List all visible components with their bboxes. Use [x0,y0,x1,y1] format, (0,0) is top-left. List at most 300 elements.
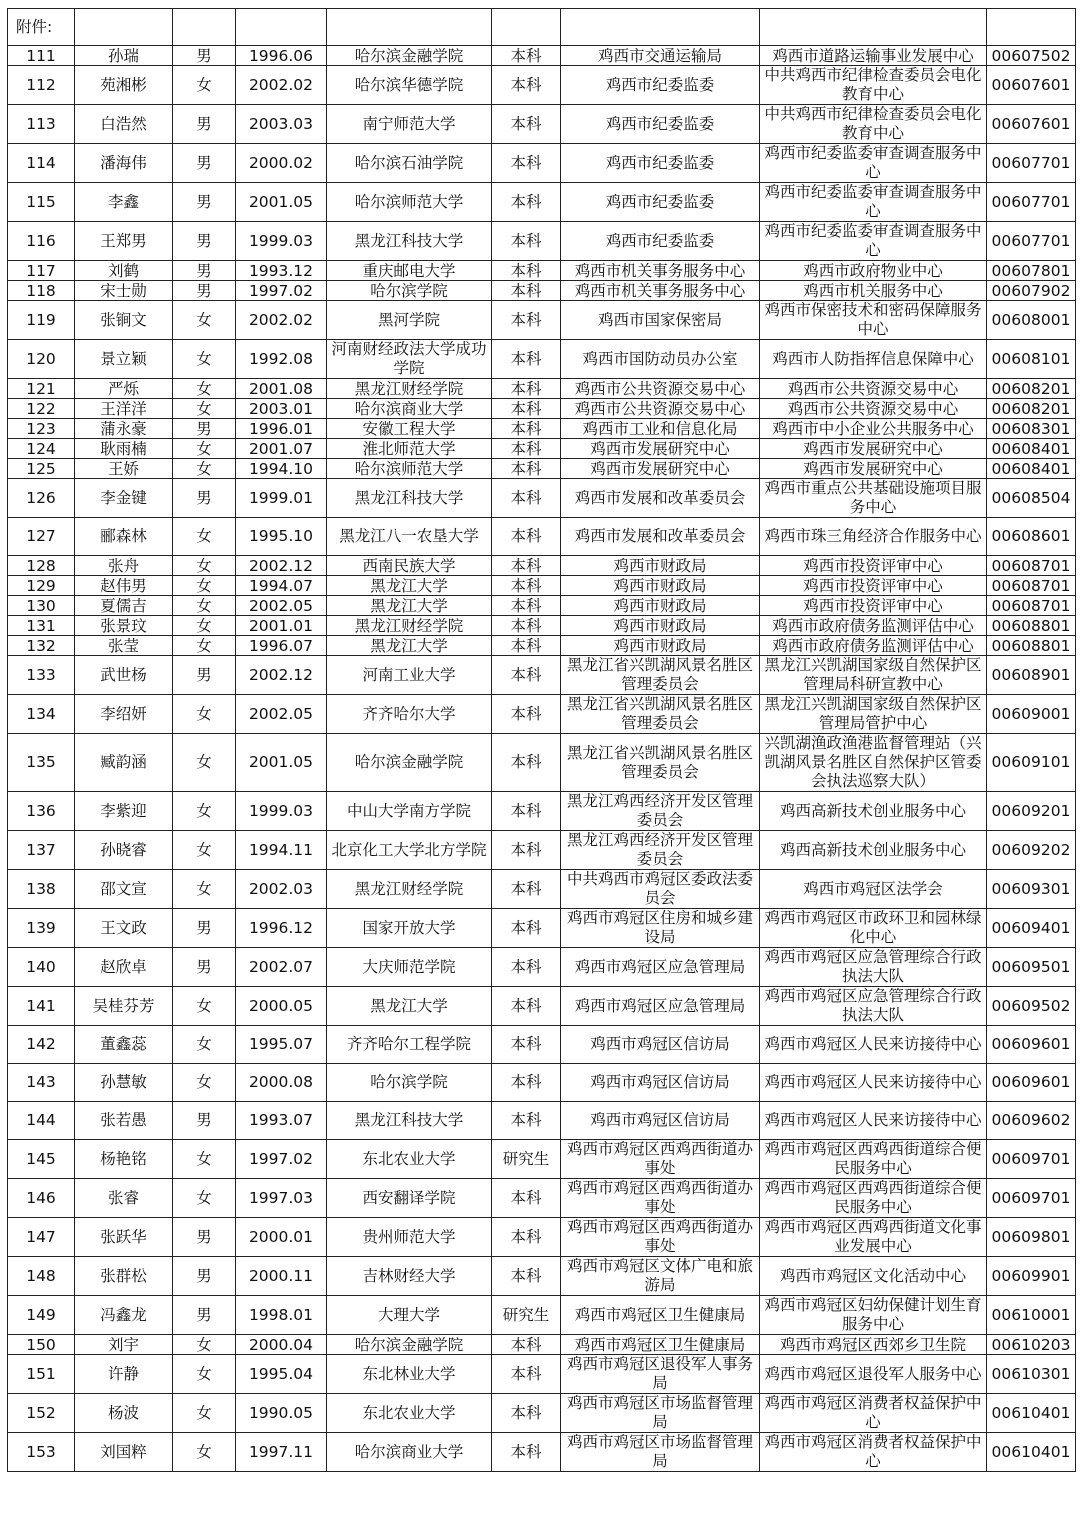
cell-code: 00609701 [987,1179,1076,1218]
cell-degree: 本科 [492,301,561,340]
cell-gender: 女 [173,734,236,792]
cell-birth: 2003.01 [236,399,327,419]
cell-birth: 1995.07 [236,1026,327,1064]
cell-name: 臧韵涵 [75,734,173,792]
cell-no: 149 [8,1296,75,1335]
cell-school: 哈尔滨师范大学 [327,183,492,222]
cell-school: 吉林财经大学 [327,1257,492,1296]
cell-unit: 鸡西市政府债务监测评估中心 [760,636,987,656]
cell-gender: 男 [173,419,236,439]
cell-birth: 1995.10 [236,518,327,556]
table-row [8,1102,1076,1140]
cell-dept: 鸡西市纪委监委 [561,183,760,222]
cell-birth: 1997.02 [236,1140,327,1179]
table-row [8,831,1076,870]
cell-degree: 研究生 [492,1296,561,1335]
cell-degree: 本科 [492,1394,561,1433]
cell-gender: 女 [173,379,236,399]
cell-dept: 鸡西市鸡冠区市场监督管理局 [561,1394,760,1433]
cell-no: 111 [8,46,75,66]
table-row [8,105,1076,144]
cell-name: 赵欣卓 [75,948,173,987]
cell-school: 黑河学院 [327,301,492,340]
cell-unit: 鸡西市鸡冠区应急管理综合行政执法大队 [760,987,987,1026]
cell-unit: 中共鸡西市纪律检查委员会电化教育中心 [760,66,987,105]
cell-birth: 1997.11 [236,1433,327,1472]
cell-school: 淮北师范大学 [327,439,492,459]
cell-school: 齐齐哈尔大学 [327,695,492,734]
cell-unit: 鸡西市道路运输事业发展中心 [760,46,987,66]
cell-birth: 2001.08 [236,379,327,399]
cell-name: 李金键 [75,479,173,518]
cell-code: 00608701 [987,576,1076,596]
cell-birth: 1997.03 [236,1179,327,1218]
cell-degree: 本科 [492,734,561,792]
cell-unit: 鸡西市中小企业公共服务中心 [760,419,987,439]
cell-gender: 女 [173,1335,236,1355]
cell-birth: 2001.01 [236,616,327,636]
cell-no: 124 [8,439,75,459]
cell-gender: 男 [173,479,236,518]
cell-dept: 黑龙江鸡西经济开发区管理委员会 [561,792,760,831]
cell-birth: 1994.07 [236,576,327,596]
table-row [8,1026,1076,1064]
empty-cell [327,9,492,46]
cell-degree: 本科 [492,1257,561,1296]
cell-gender: 女 [173,1394,236,1433]
cell-dept: 鸡西市鸡冠区应急管理局 [561,987,760,1026]
cell-unit: 鸡西市鸡冠区退役军人服务中心 [760,1355,987,1394]
cell-name: 吴桂芬芳 [75,987,173,1026]
table-row [8,948,1076,987]
cell-no: 142 [8,1026,75,1064]
cell-degree: 本科 [492,459,561,479]
table-row [8,1179,1076,1218]
cell-no: 125 [8,459,75,479]
cell-unit: 鸡西市鸡冠区消费者权益保护中心 [760,1433,987,1472]
cell-name: 夏儒吉 [75,596,173,616]
cell-no: 143 [8,1064,75,1102]
cell-code: 00609401 [987,909,1076,948]
table-row [8,1218,1076,1257]
cell-birth: 1992.08 [236,340,327,379]
cell-degree: 本科 [492,399,561,419]
cell-school: 河南财经政法大学成功学院 [327,340,492,379]
cell-code: 00609201 [987,792,1076,831]
cell-no: 128 [8,556,75,576]
cell-no: 134 [8,695,75,734]
cell-name: 刘鹤 [75,261,173,281]
empty-cell [173,9,236,46]
cell-unit: 鸡西市珠三角经济合作服务中心 [760,518,987,556]
cell-name: 宋士勋 [75,281,173,301]
cell-name: 李紫迎 [75,792,173,831]
cell-code: 00609602 [987,1102,1076,1140]
cell-school: 哈尔滨商业大学 [327,1433,492,1472]
cell-degree: 本科 [492,281,561,301]
cell-degree: 本科 [492,144,561,183]
cell-name: 景立颖 [75,340,173,379]
cell-gender: 女 [173,1140,236,1179]
cell-school: 哈尔滨金融学院 [327,734,492,792]
cell-school: 黑龙江大学 [327,576,492,596]
cell-school: 黑龙江科技大学 [327,1102,492,1140]
cell-school: 哈尔滨石油学院 [327,144,492,183]
table-body [8,9,1076,1472]
cell-dept: 鸡西市发展研究中心 [561,459,760,479]
cell-birth: 1996.07 [236,636,327,656]
cell-code: 00609701 [987,1140,1076,1179]
cell-code: 00608701 [987,596,1076,616]
cell-no: 139 [8,909,75,948]
cell-code: 00607502 [987,46,1076,66]
cell-name: 潘海伟 [75,144,173,183]
cell-degree: 本科 [492,556,561,576]
cell-school: 大理大学 [327,1296,492,1335]
cell-degree: 本科 [492,987,561,1026]
cell-unit: 鸡西市投资评审中心 [760,576,987,596]
cell-degree: 本科 [492,576,561,596]
cell-birth: 1994.10 [236,459,327,479]
cell-no: 133 [8,656,75,695]
cell-unit: 鸡西市纪委监委审查调查服务中心 [760,144,987,183]
cell-unit: 鸡西市政府债务监测评估中心 [760,616,987,636]
cell-name: 耿雨楠 [75,439,173,459]
table-row [8,576,1076,596]
table-row [8,870,1076,909]
cell-no: 121 [8,379,75,399]
cell-unit: 兴凯湖渔政渔港监督管理站（兴凯湖风景名胜区自然保护区管委会执法巡察大队） [760,734,987,792]
cell-no: 144 [8,1102,75,1140]
cell-birth: 2003.03 [236,105,327,144]
cell-degree: 本科 [492,1026,561,1064]
cell-degree: 本科 [492,479,561,518]
cell-birth: 1998.01 [236,1296,327,1335]
cell-unit: 鸡西市鸡冠区应急管理综合行政执法大队 [760,948,987,987]
cell-school: 黑龙江大学 [327,636,492,656]
cell-code: 00608201 [987,399,1076,419]
cell-code: 00608801 [987,616,1076,636]
table-row [8,459,1076,479]
cell-dept: 鸡西市财政局 [561,556,760,576]
cell-dept: 鸡西市财政局 [561,636,760,656]
cell-school: 黑龙江大学 [327,987,492,1026]
cell-no: 152 [8,1394,75,1433]
cell-unit: 鸡西市重点公共基础设施项目服务中心 [760,479,987,518]
cell-code: 00609202 [987,831,1076,870]
cell-unit: 鸡西市鸡冠区人民来访接待中心 [760,1064,987,1102]
cell-gender: 女 [173,636,236,656]
cell-degree: 本科 [492,222,561,261]
cell-code: 00610401 [987,1433,1076,1472]
cell-school: 哈尔滨学院 [327,281,492,301]
cell-no: 145 [8,1140,75,1179]
cell-birth: 2001.05 [236,183,327,222]
cell-dept: 鸡西市发展和改革委员会 [561,479,760,518]
cell-gender: 女 [173,1355,236,1394]
cell-no: 123 [8,419,75,439]
cell-name: 孙慧敏 [75,1064,173,1102]
cell-dept: 鸡西市国防动员办公室 [561,340,760,379]
table-row [8,46,1076,66]
cell-code: 00608504 [987,479,1076,518]
cell-name: 孙瑞 [75,46,173,66]
cell-degree: 本科 [492,46,561,66]
table-row [8,66,1076,105]
cell-unit: 鸡西市鸡冠区西鸡西街道综合便民服务中心 [760,1179,987,1218]
cell-gender: 女 [173,870,236,909]
table-row [8,1394,1076,1433]
cell-no: 114 [8,144,75,183]
cell-unit: 中共鸡西市纪律检查委员会电化教育中心 [760,105,987,144]
table-row [8,792,1076,831]
cell-code: 00607801 [987,261,1076,281]
cell-degree: 本科 [492,439,561,459]
table-row [8,556,1076,576]
cell-no: 137 [8,831,75,870]
cell-dept: 鸡西市纪委监委 [561,222,760,261]
cell-name: 张景玟 [75,616,173,636]
cell-gender: 女 [173,1179,236,1218]
attachment-row [8,9,1076,46]
cell-gender: 女 [173,1433,236,1472]
cell-school: 安徽工程大学 [327,419,492,439]
cell-no: 136 [8,792,75,831]
cell-dept: 鸡西市鸡冠区西鸡西街道办事处 [561,1179,760,1218]
cell-code: 00607701 [987,144,1076,183]
cell-birth: 1996.06 [236,46,327,66]
cell-no: 119 [8,301,75,340]
cell-gender: 女 [173,695,236,734]
table-row [8,340,1076,379]
cell-name: 王文政 [75,909,173,948]
cell-school: 重庆邮电大学 [327,261,492,281]
cell-school: 哈尔滨师范大学 [327,459,492,479]
cell-no: 116 [8,222,75,261]
empty-cell [492,9,561,46]
cell-name: 张锏文 [75,301,173,340]
cell-unit: 鸡西市人防指挥信息保障中心 [760,340,987,379]
cell-birth: 1993.12 [236,261,327,281]
cell-code: 00609001 [987,695,1076,734]
cell-gender: 女 [173,459,236,479]
cell-gender: 女 [173,792,236,831]
cell-code: 00609101 [987,734,1076,792]
cell-dept: 鸡西市鸡冠区信访局 [561,1102,760,1140]
table-row [8,1140,1076,1179]
cell-birth: 1999.01 [236,479,327,518]
cell-birth: 1999.03 [236,222,327,261]
cell-no: 150 [8,1335,75,1355]
cell-gender: 女 [173,576,236,596]
cell-name: 赵伟男 [75,576,173,596]
cell-dept: 鸡西市纪委监委 [561,66,760,105]
cell-unit: 鸡西市机关服务中心 [760,281,987,301]
cell-school: 东北农业大学 [327,1140,492,1179]
cell-name: 严烁 [75,379,173,399]
cell-no: 120 [8,340,75,379]
cell-birth: 2002.12 [236,556,327,576]
table-row [8,987,1076,1026]
table-row [8,1064,1076,1102]
attachment-label: 附件: [8,9,75,46]
cell-degree: 本科 [492,1064,561,1102]
cell-code: 00608301 [987,419,1076,439]
cell-code: 00609601 [987,1064,1076,1102]
table-row [8,1433,1076,1472]
cell-birth: 2002.02 [236,66,327,105]
cell-gender: 男 [173,1257,236,1296]
cell-name: 王娇 [75,459,173,479]
cell-name: 冯鑫龙 [75,1296,173,1335]
cell-degree: 本科 [492,909,561,948]
cell-unit: 鸡西市投资评审中心 [760,596,987,616]
cell-dept: 鸡西市纪委监委 [561,144,760,183]
cell-birth: 2000.05 [236,987,327,1026]
table-row [8,1335,1076,1355]
cell-gender: 男 [173,105,236,144]
cell-birth: 2000.11 [236,1257,327,1296]
cell-gender: 女 [173,399,236,419]
cell-code: 00608001 [987,301,1076,340]
cell-dept: 鸡西市鸡冠区卫生健康局 [561,1335,760,1355]
cell-gender: 男 [173,1218,236,1257]
cell-no: 126 [8,479,75,518]
cell-no: 153 [8,1433,75,1472]
cell-birth: 1990.05 [236,1394,327,1433]
cell-no: 148 [8,1257,75,1296]
cell-degree: 本科 [492,870,561,909]
cell-code: 00608401 [987,459,1076,479]
cell-degree: 本科 [492,340,561,379]
cell-no: 129 [8,576,75,596]
cell-name: 许静 [75,1355,173,1394]
cell-name: 王郑男 [75,222,173,261]
cell-name: 郦森林 [75,518,173,556]
cell-school: 黑龙江科技大学 [327,479,492,518]
cell-code: 00607601 [987,105,1076,144]
cell-name: 刘国粹 [75,1433,173,1472]
cell-birth: 2000.04 [236,1335,327,1355]
table-row [8,399,1076,419]
cell-dept: 鸡西市鸡冠区信访局 [561,1064,760,1102]
cell-school: 东北农业大学 [327,1394,492,1433]
cell-no: 122 [8,399,75,419]
cell-code: 00608101 [987,340,1076,379]
cell-name: 李鑫 [75,183,173,222]
cell-gender: 男 [173,183,236,222]
cell-gender: 男 [173,46,236,66]
roster-table [7,8,1076,1472]
cell-name: 张群松 [75,1257,173,1296]
cell-degree: 本科 [492,183,561,222]
cell-dept: 鸡西市鸡冠区西鸡西街道办事处 [561,1218,760,1257]
cell-dept: 鸡西市国家保密局 [561,301,760,340]
cell-dept: 鸡西市鸡冠区应急管理局 [561,948,760,987]
cell-birth: 2000.08 [236,1064,327,1102]
cell-dept: 鸡西市鸡冠区市场监督管理局 [561,1433,760,1472]
cell-school: 哈尔滨商业大学 [327,399,492,419]
cell-school: 哈尔滨华德学院 [327,66,492,105]
cell-unit: 鸡西市鸡冠区市政环卫和园林绿化中心 [760,909,987,948]
cell-no: 147 [8,1218,75,1257]
cell-gender: 男 [173,656,236,695]
cell-name: 白浩然 [75,105,173,144]
cell-unit: 鸡西高新技术创业服务中心 [760,831,987,870]
cell-birth: 1999.03 [236,792,327,831]
cell-name: 张舟 [75,556,173,576]
cell-gender: 女 [173,1026,236,1064]
cell-unit: 鸡西市保密技术和密码保障服务中心 [760,301,987,340]
cell-degree: 本科 [492,1179,561,1218]
cell-school: 黑龙江八一农垦大学 [327,518,492,556]
cell-name: 张睿 [75,1179,173,1218]
cell-dept: 鸡西市鸡冠区西鸡西街道办事处 [561,1140,760,1179]
empty-cell [760,9,987,46]
cell-degree: 本科 [492,1335,561,1355]
cell-degree: 本科 [492,518,561,556]
cell-dept: 鸡西市财政局 [561,596,760,616]
table-row [8,656,1076,695]
cell-dept: 鸡西市鸡冠区信访局 [561,1026,760,1064]
cell-birth: 2002.07 [236,948,327,987]
cell-no: 135 [8,734,75,792]
cell-birth: 2002.02 [236,301,327,340]
cell-no: 117 [8,261,75,281]
cell-birth: 1996.12 [236,909,327,948]
cell-school: 国家开放大学 [327,909,492,948]
empty-cell [987,9,1076,46]
cell-school: 西安翻译学院 [327,1179,492,1218]
cell-unit: 鸡西市发展研究中心 [760,439,987,459]
cell-code: 00607701 [987,183,1076,222]
cell-birth: 2002.03 [236,870,327,909]
cell-unit: 鸡西市鸡冠区西郊乡卫生院 [760,1335,987,1355]
cell-degree: 本科 [492,66,561,105]
cell-unit: 鸡西市鸡冠区人民来访接待中心 [760,1102,987,1140]
cell-name: 刘宇 [75,1335,173,1355]
cell-unit: 黑龙江兴凯湖国家级自然保护区管理局科研宣教中心 [760,656,987,695]
cell-dept: 鸡西市财政局 [561,576,760,596]
cell-dept: 鸡西市财政局 [561,616,760,636]
cell-school: 贵州师范大学 [327,1218,492,1257]
cell-unit: 鸡西市鸡冠区妇幼保健计划生育服务中心 [760,1296,987,1335]
cell-name: 董鑫蕊 [75,1026,173,1064]
cell-school: 哈尔滨金融学院 [327,1335,492,1355]
roster-sheet [7,8,1076,1472]
cell-degree: 本科 [492,1355,561,1394]
cell-birth: 2002.05 [236,596,327,616]
cell-gender: 男 [173,1296,236,1335]
cell-dept: 鸡西市机关事务服务中心 [561,281,760,301]
table-row [8,616,1076,636]
cell-degree: 本科 [492,695,561,734]
cell-school: 黑龙江财经学院 [327,870,492,909]
cell-dept: 鸡西市鸡冠区文体广电和旅游局 [561,1257,760,1296]
cell-name: 武世杨 [75,656,173,695]
cell-degree: 本科 [492,261,561,281]
cell-degree: 本科 [492,379,561,399]
cell-school: 中山大学南方学院 [327,792,492,831]
cell-degree: 本科 [492,792,561,831]
cell-degree: 本科 [492,831,561,870]
cell-gender: 女 [173,616,236,636]
cell-name: 张莹 [75,636,173,656]
cell-code: 00609901 [987,1257,1076,1296]
cell-dept: 鸡西市公共资源交易中心 [561,399,760,419]
cell-no: 141 [8,987,75,1026]
cell-dept: 鸡西市纪委监委 [561,105,760,144]
